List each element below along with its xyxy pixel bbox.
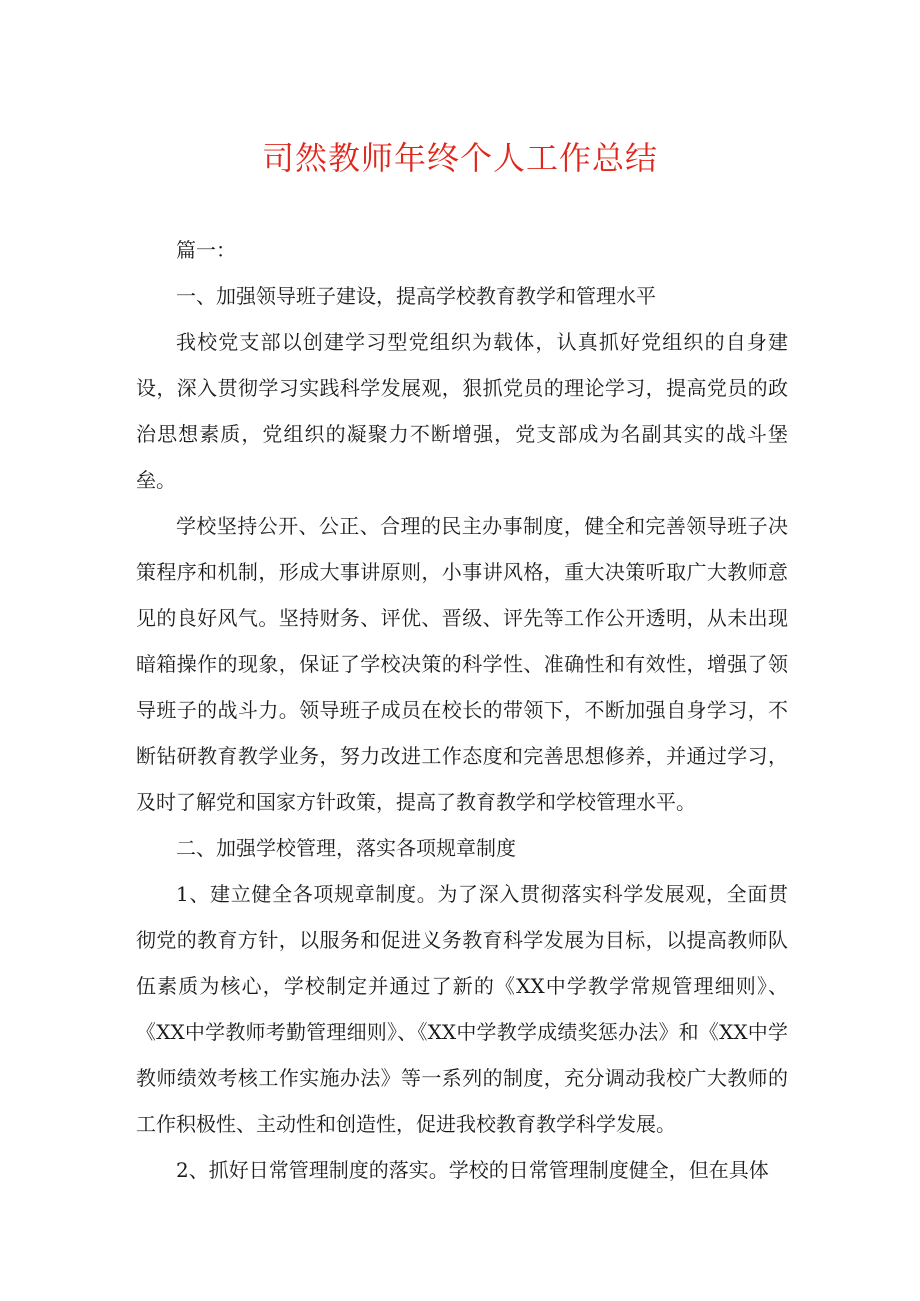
document-title: 司然教师年终个人工作总结 bbox=[261, 139, 658, 177]
section-heading-1: 一、加强领导班子建设，提高学校教育教学和管理水平 bbox=[176, 284, 656, 308]
document-body bbox=[136, 227, 788, 1193]
section-heading-2: 二、加强学校管理，落实各项规章制度 bbox=[176, 836, 516, 860]
section-label: 篇一： bbox=[176, 238, 236, 262]
paragraph-party-building: 我校党支部以创建学习型党组织为载体，认真抓好党组织的自身建设，深入贯彻学习实践科学发展观，狠抓党员的理论学习，提高党员的政治思想素质，党组织的凝聚力不断增强，党支部成为名副其实的战斗堡垒。 bbox=[136, 330, 788, 492]
paragraph-rules: 1、建立健全各项规章制度。为了深入贯彻落实科学发展观，全面贯彻党的教育方针，以服务和促进义务教育科学发展为目标，以提高教师队伍素质为核心，学校制定并通过了新的《XX中学教学常规管理细则》、《XX中学教师考勤管理细则》、《XX中学教学成绩奖惩办法》和《XX中学教师绩效考核工作实施办法》等一系列的制度，充分调动我校广大教师的工作积极性、主动性和创造性，促进我校教育教学科学发展。 bbox=[136, 882, 788, 1136]
paragraph-democratic-system: 学校坚持公开、公正、合理的民主办事制度，健全和完善领导班子决策程序和机制，形成大事讲原则，小事讲风格，重大决策听取广大教师意见的良好风气。坚持财务、评优、晋级、评先等工作公开透明，从未出现暗箱操作的现象，保证了学校决策的科学性、准确性和有效性，增强了领导班子的战斗力。领导班子成员在校长的带领下，不断加强自身学习，不断钻研教育教学业务，努力改进工作态度和完善思想修养，并通过学习，及时了解党和国家方针政策，提高了教育教学和学校管理水平。 bbox=[136, 514, 788, 814]
paragraph-daily-management: 2、抓好日常管理制度的落实。学校的日常管理制度健全，但在具体 bbox=[176, 1158, 769, 1182]
